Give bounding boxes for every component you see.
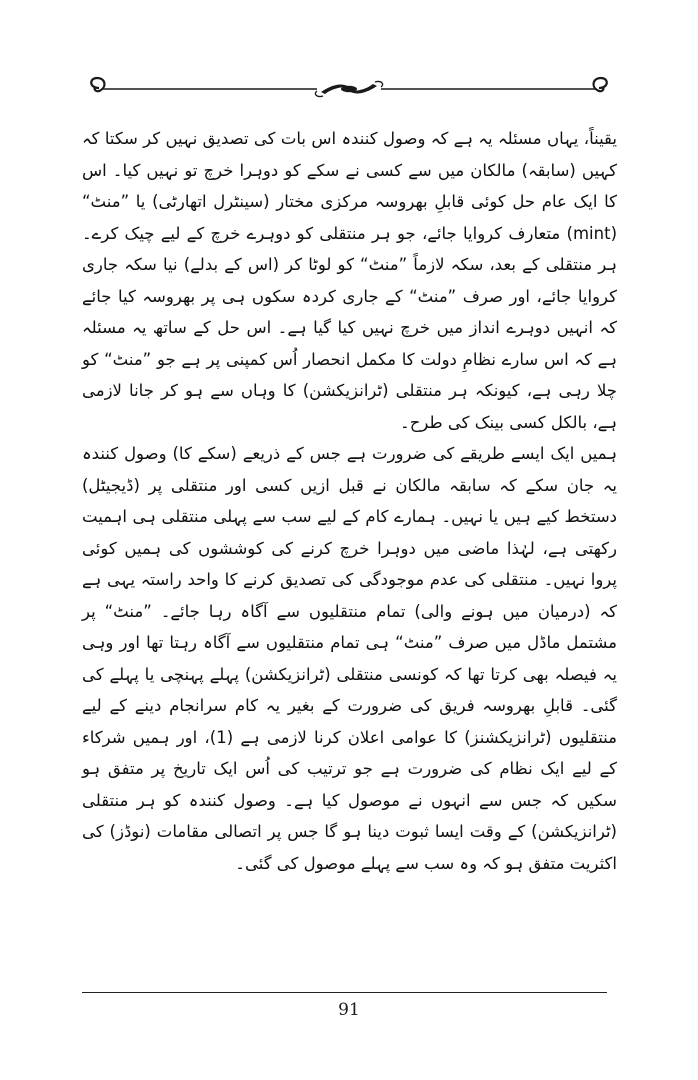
body-text xyxy=(82,123,617,879)
paragraph-1: یقیناً، یہاں مسئلہ یہ ہے کہ وصول کنندہ اس بات کی تصدیق نہیں کر سکتا کہ کہیں (سابقہ) مالکان میں سے کسی نے سکے کو دوہرا خرچ تو نہیں کیا۔ اس کا ایک عام حل کوئی قابلِ بھروسہ مرکزی مختار (سینٹرل اتھارٹی) یا ”منٹ“ (mint) متعارف کروایا جائے، جو ہر منتقلی کو دوہرے خرچ کے لیے چیک کرے۔ ہر منتقلی کے بعد، سکہ لازماً ”منٹ“ کو لوٹا کر (اس کے بدلے) نیا سکہ جاری کروایا جائے، اور صرف ”منٹ“ کے جاری کردہ سکوں ہی پر بھروسہ کیا جائے کہ انہیں دوہرے انداز میں خرچ نہیں کیا گیا ہے۔ اس حل کے ساتھ یہ مسئلہ ہے کہ اس سارے نظامِ دولت کا مکمل انحصار اُس کمپنی پر ہے جو ”منٹ“ کو چلا رہی ہے، کیونکہ ہر منتقلی (ٹرانزیکشن) کا وہاں سے ہو کر جانا لازمی ہے، بالکل کسی بینک کی طرح۔ xyxy=(82,129,617,432)
paragraph-2: ہمیں ایک ایسے طریقے کی ضرورت ہے جس کے ذریعے (سکے کا) وصول کنندہ یہ جان سکے کہ سابقہ مالکان نے قبل ازیں کسی اور منتقلی پر (ڈیجیٹل) دستخط کیے ہیں یا نہیں۔ ہمارے کام کے لیے سب سے پہلی منتقلی ہی اہمیت رکھتی ہے، لہٰذا ماضی میں دوہرا خرچ کرنے کی کوششوں کی ہمیں کوئی پروا نہیں۔ منتقلی کی عدم موجودگی کی تصدیق کرنے کا واحد راستہ یہی ہے کہ (درمیان میں ہونے والی) تمام منتقلیوں سے آگاہ رہا جائے۔ ”منٹ“ پر مشتمل ماڈل میں صرف ”منٹ“ ہی تمام منتقلیوں سے آگاہ رہتا تھا اور وہی یہ فیصلہ بھی کرتا تھا کہ کونسی منتقلی (ٹرانزیکشن) پہلے پہنچی یا پہلے کی گئی۔ قابلِ بھروسہ فریق کی ضرورت کے بغیر یہ کام سرانجام دینے کے لیے منتقلیوں (ٹرانزیکشنز) کا عوامی اعلان کرنا لازمی ہے (1)، اور ہمیں شرکاء کے لیے ایک نظام کی ضرورت ہے جو ترتیب کی اُس ایک تاریخ پر متفق ہو سکیں کہ جس سے انہوں نے موصول کیا ہے۔ وصول کنندہ کو ہر منتقلی (ٹرانزیکشن) کے وقت ایسا ثبوت دینا ہو گا جس پر اتصالی مقامات (نوڈز) کی اکثریت متفق ہو کہ وہ سب سے پہلے موصول کی گئی۔ xyxy=(82,444,617,873)
footer-rule xyxy=(82,992,607,993)
header-ornament xyxy=(85,72,613,104)
page-number: 91 xyxy=(338,1000,360,1020)
